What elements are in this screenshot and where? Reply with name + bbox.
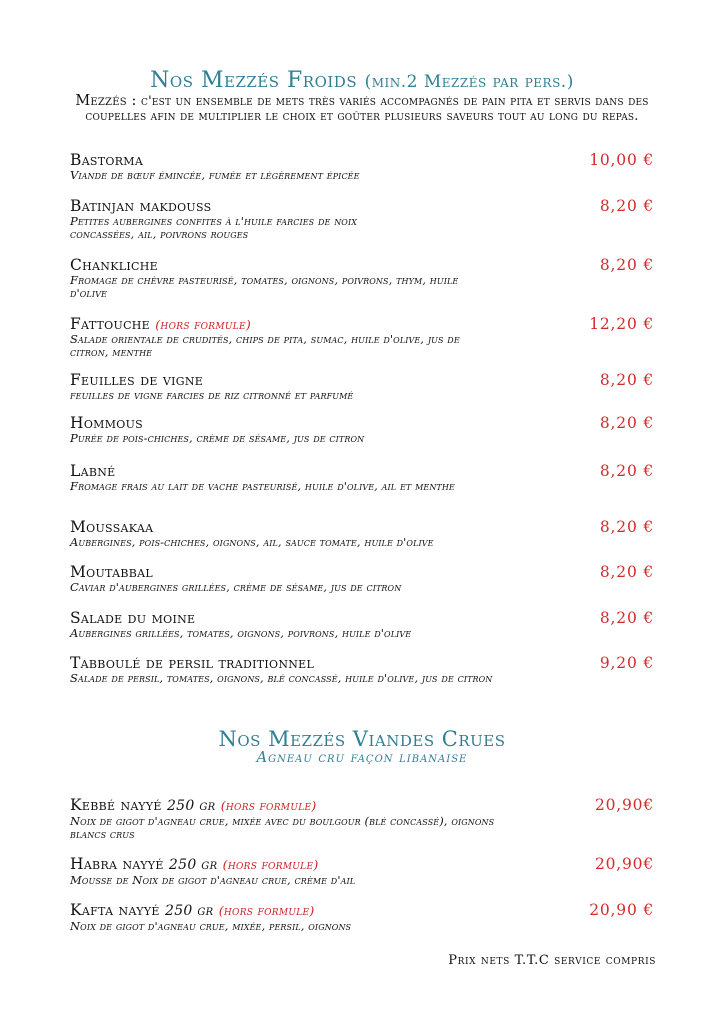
menu-item (70, 198, 660, 241)
menu-item (70, 257, 660, 300)
item-price: 8,20 € (599, 256, 654, 274)
item-weight: 250 gr (164, 903, 214, 919)
item-name: Feuilles de vigne (70, 371, 204, 389)
hors-formule-note: (hors formule) (155, 317, 252, 332)
item-name: Moutabbal (70, 563, 153, 581)
item-description: Salade de persil, tomates, oignons, blé concassé, huile d'olive, jus de citron (70, 671, 493, 685)
item-name: Labné (70, 462, 116, 480)
menu-item (70, 797, 660, 841)
item-price: 10,00 € (589, 151, 654, 169)
menu-item (70, 655, 660, 685)
item-price: 20,90€ (594, 796, 654, 814)
item-name: Kebbé nayyé 250 gr (hors formule) (70, 796, 317, 814)
item-name: Fattouche (hors formule) (70, 315, 252, 333)
menu-item (70, 610, 660, 640)
item-name: Tabboulé de persil traditionnel (70, 654, 315, 672)
item-name: Habra nayyé 250 gr (hors formule) (70, 855, 319, 873)
item-description: Fromage de chèvre pasteurisé, tomates, oignons, poivrons, thym, huile d'olive (70, 273, 459, 300)
item-description: Noix de gigot d'agneau crue, mixée, persil, oignons (70, 919, 352, 933)
section-title-note: (min.2 Mezzés par pers.) (364, 72, 574, 92)
section-subtitle: Agneau cru façon libanaise (256, 750, 468, 766)
menu-item (70, 152, 660, 182)
section-title-cold-mezzes: Nos Mezzés Froids (min.2 Mezzés par pers.) (150, 68, 574, 93)
item-price: 9,20 € (599, 654, 654, 672)
menu-item (70, 902, 660, 933)
item-description: Noix de gigot d'agneau crue, mixée avec du boulgour (blé concassé), oignons blancs crus (70, 814, 495, 841)
item-price: 20,90€ (594, 855, 654, 873)
menu-item (70, 564, 660, 594)
menu-item (70, 856, 660, 887)
item-price: 12,20 € (589, 315, 654, 333)
item-description: Caviar d'aubergines grillées, crème de sésame, jus de citron (70, 580, 402, 594)
item-price: 8,20 € (599, 609, 654, 627)
item-name: Chankliche (70, 256, 158, 274)
item-weight: 250 gr (168, 857, 218, 873)
item-price: 8,20 € (599, 414, 654, 432)
item-price: 8,20 € (599, 563, 654, 581)
item-description: Purée de pois-chiches, crème de sésame, jus de citron (70, 431, 365, 445)
hors-formule-note: (hors formule) (220, 798, 317, 813)
item-name: Bastorma (70, 151, 144, 169)
menu-item (70, 372, 660, 402)
hors-formule-note: (hors formule) (218, 903, 315, 918)
item-price: 8,20 € (599, 518, 654, 536)
item-price: 8,20 € (599, 197, 654, 215)
item-name: Moussakaa (70, 518, 154, 536)
item-description: Viande de bœuf émincée, fumée et légèrement épicée (70, 168, 360, 182)
item-price: 8,20 € (599, 371, 654, 389)
item-description: Salade orientale de crudités, chips de pita, sumac, huile d'olive, jus de citron, menthe (70, 332, 460, 359)
item-weight: 250 gr (166, 798, 216, 814)
menu-item (70, 316, 660, 359)
hors-formule-note: (hors formule) (222, 857, 319, 872)
menu-item (70, 463, 660, 493)
menu-item (70, 415, 660, 445)
item-name: Kafta nayyé 250 gr (hors formule) (70, 901, 315, 919)
intro-text: c'est un ensemble de mets très variés accompagnés de pain pita et servis dans des coupelles afin de multiplier le choix et goûter plusieurs saveurs tout au long du repas. (85, 94, 649, 124)
section-title-raw-meat: Nos Mezzés Viandes Crues (218, 727, 506, 751)
item-description: Fromage frais au lait de vache pasteurisé, huile d'olive, ail et menthe (70, 479, 455, 493)
item-description: Aubergines, pois-chiches, oignons, ail, sauce tomate, huile d'olive (70, 535, 434, 549)
item-price: 8,20 € (599, 462, 654, 480)
item-price: 20,90 € (589, 901, 654, 919)
item-description: Aubergines grillées, tomates, oignons, poivrons, huile d'olive (70, 626, 412, 640)
menu-item (70, 519, 660, 549)
price-footer-note: Prix nets T.T.C service compris (448, 953, 656, 968)
item-description: Petites aubergines confites à l'huile farcies de noix concassées, ail, poivrons rouges (70, 214, 358, 241)
item-description: Mousse de Noix de gigot d'agneau crue, crème d'ail (70, 873, 356, 887)
intro-paragraph (60, 94, 664, 124)
item-description: feuilles de vigne farcies de riz citronné et parfumé (70, 388, 354, 402)
intro-label: Mezzés : (75, 93, 137, 109)
item-name: Batinjan makdouss (70, 197, 212, 215)
item-name: Hommous (70, 414, 143, 432)
item-name: Salade du moine (70, 609, 196, 627)
